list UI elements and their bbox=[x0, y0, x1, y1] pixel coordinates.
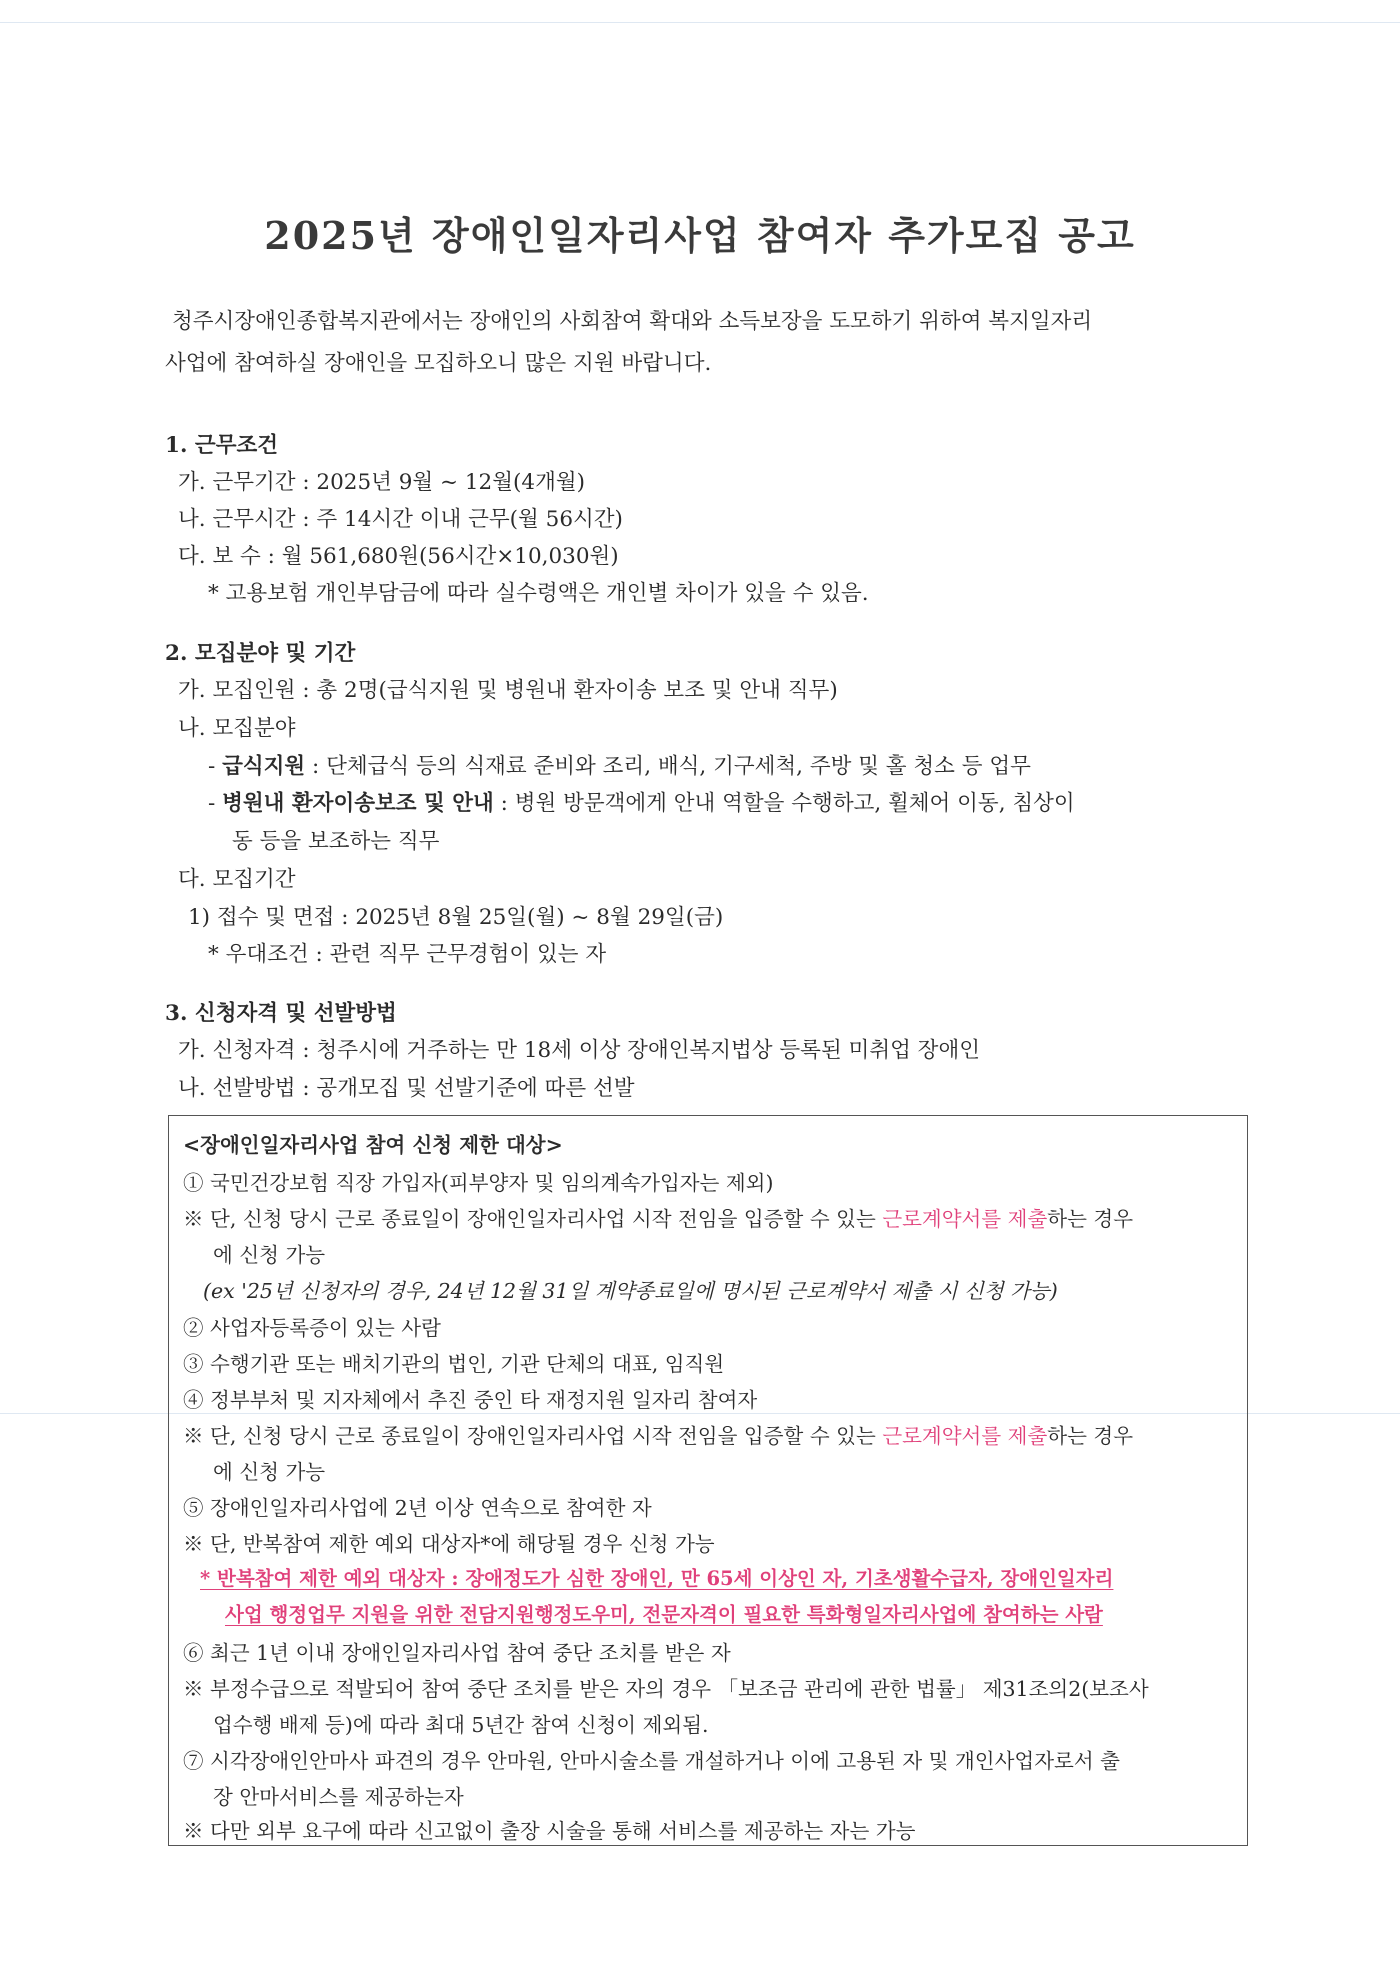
restriction-note-5: ※ 단, 반복참여 제한 예외 대상자*에 해당될 경우 신청 가능 bbox=[183, 1532, 715, 1556]
restriction-item-1: ① 국민건강보험 직장 가입자(피부양자 및 임의계속가입자는 제외) bbox=[183, 1171, 774, 1195]
note-text: 하는 경우 bbox=[1047, 1207, 1133, 1231]
restriction-note-1 bbox=[183, 1202, 1133, 1232]
recruit-field-hospital-cont: 동 등을 보조하는 직무 bbox=[232, 829, 440, 854]
scan-artifact-line bbox=[0, 22, 1400, 23]
field-name: 병원내 환자이송보조 및 안내 bbox=[222, 791, 494, 816]
restriction-item-4: ④ 정부부처 및 지자체에서 추진 중인 타 재정지원 일자리 참여자 bbox=[183, 1388, 758, 1412]
work-pay: 다. 보 수 : 월 561,680원(56시간×10,030원) bbox=[178, 544, 619, 569]
bullet-dash: - bbox=[208, 791, 223, 816]
restriction-note-4-cont: 에 신청 가능 bbox=[213, 1460, 326, 1484]
work-hours: 나. 근무시간 : 주 14시간 이내 근무(월 56시간) bbox=[178, 507, 623, 532]
recruit-field-label: 나. 모집분야 bbox=[178, 716, 296, 741]
field-desc: : 단체급식 등의 식재료 준비와 조리, 배식, 기구세척, 주방 및 홀 청소 등 업무 bbox=[305, 754, 1031, 779]
work-period: 가. 근무기간 : 2025년 9월 ~ 12월(4개월) bbox=[178, 470, 585, 495]
intro-line: 사업에 참여하실 장애인을 모집하오니 많은 지원 바랍니다. bbox=[165, 351, 712, 376]
restriction-item-6: ⑥ 최근 1년 이내 장애인일자리사업 참여 중단 조치를 받은 자 bbox=[183, 1641, 731, 1665]
exception-targets-line-1: * 반복참여 제한 예외 대상자 : 장애정도가 심한 장애인, 만 65세 이상인 자, 기초생활수급자, 장애인일자리 bbox=[200, 1567, 1114, 1590]
restriction-note-4 bbox=[183, 1419, 1133, 1449]
restriction-item-7: ⑦ 시각장애인안마사 파견의 경우 안마원, 안마시술소를 개설하거나 이에 고용된 자 및 개인사업자로서 출 bbox=[183, 1749, 1120, 1773]
restriction-item-3: ③ 수행기관 또는 배치기관의 법인, 기관 단체의 대표, 임직원 bbox=[183, 1352, 725, 1376]
section-heading-work-conditions: 1. 근무조건 bbox=[165, 433, 279, 458]
restriction-item-5: ⑤ 장애인일자리사업에 2년 이상 연속으로 참여한 자 bbox=[183, 1496, 652, 1520]
restriction-note-7: ※ 다만 외부 요구에 따라 신고없이 출장 시술을 통해 서비스를 제공하는 자는 가능 bbox=[183, 1819, 916, 1843]
field-desc: : 병원 방문객에게 안내 역할을 수행하고, 휠체어 이동, 침상이 bbox=[493, 791, 1075, 816]
restriction-note-6: ※ 부정수급으로 적발되어 참여 중단 조치를 받은 자의 경우 「보조금 관리에 관한 법률」 제31조의2(보조사 bbox=[183, 1677, 1149, 1701]
field-name: 급식지원 bbox=[222, 754, 306, 779]
eligibility: 가. 신청자격 : 청주시에 거주하는 만 18세 이상 장애인복지법상 등록된 미취업 장애인 bbox=[178, 1038, 980, 1063]
restriction-item-2: ② 사업자등록증이 있는 사람 bbox=[183, 1316, 441, 1340]
exception-targets-line-2: 사업 행정업무 지원을 위한 전담지원행정도우미, 전문자격이 필요한 특화형일자리사업에 참여하는 사람 bbox=[225, 1603, 1103, 1626]
restriction-note-1-example: (ex '25년 신청자의 경우, 24년 12월 31일 계약종료일에 명시된 근로계약서 제출 시 신청 가능) bbox=[203, 1279, 1058, 1303]
selection-method: 나. 선발방법 : 공개모집 및 선발기준에 따른 선발 bbox=[178, 1076, 635, 1101]
recruit-period-label: 다. 모집기간 bbox=[178, 867, 296, 892]
intro-line: 청주시장애인종합복지관에서는 장애인의 사회참여 확대와 소득보장을 도모하기 위하여 복지일자리 bbox=[172, 309, 1093, 334]
highlight-text: 근로계약서를 제출 bbox=[882, 1207, 1048, 1231]
note-text: ※ 단, 신청 당시 근로 종료일이 장애인일자리사업 시작 전임을 입증할 수 있는 bbox=[183, 1424, 883, 1448]
page-title: 2025년 장애인일자리사업 참여자 추가모집 공고 bbox=[264, 213, 1136, 258]
highlight-text: 근로계약서를 제출 bbox=[882, 1424, 1048, 1448]
recruit-headcount: 가. 모집인원 : 총 2명(급식지원 및 병원내 환자이송 보조 및 안내 직무) bbox=[178, 678, 838, 703]
section-heading-eligibility: 3. 신청자격 및 선발방법 bbox=[165, 1001, 397, 1026]
interview-period: 1) 접수 및 면접 : 2025년 8월 25일(월) ~ 8월 29일(금) bbox=[188, 905, 724, 930]
section-heading-recruitment: 2. 모집분야 및 기간 bbox=[165, 641, 356, 666]
bullet-dash: - bbox=[208, 754, 223, 779]
note-text: ※ 단, 신청 당시 근로 종료일이 장애인일자리사업 시작 전임을 입증할 수 있는 bbox=[183, 1207, 883, 1231]
restrictions-heading: <장애인일자리사업 참여 신청 제한 대상> bbox=[183, 1133, 563, 1157]
preference-note: * 우대조건 : 관련 직무 근무경험이 있는 자 bbox=[208, 942, 607, 967]
pay-note: * 고용보험 개인부담금에 따라 실수령액은 개인별 차이가 있을 수 있음. bbox=[208, 581, 869, 606]
restriction-item-7-cont: 장 안마서비스를 제공하는자 bbox=[213, 1785, 464, 1809]
recruit-field-meal bbox=[208, 749, 1031, 780]
note-text: 하는 경우 bbox=[1047, 1424, 1133, 1448]
restriction-note-6-cont: 업수행 배제 등)에 따라 최대 5년간 참여 신청이 제외됨. bbox=[213, 1713, 709, 1737]
restriction-note-1-cont: 에 신청 가능 bbox=[213, 1243, 326, 1267]
recruit-field-hospital bbox=[208, 786, 1075, 817]
